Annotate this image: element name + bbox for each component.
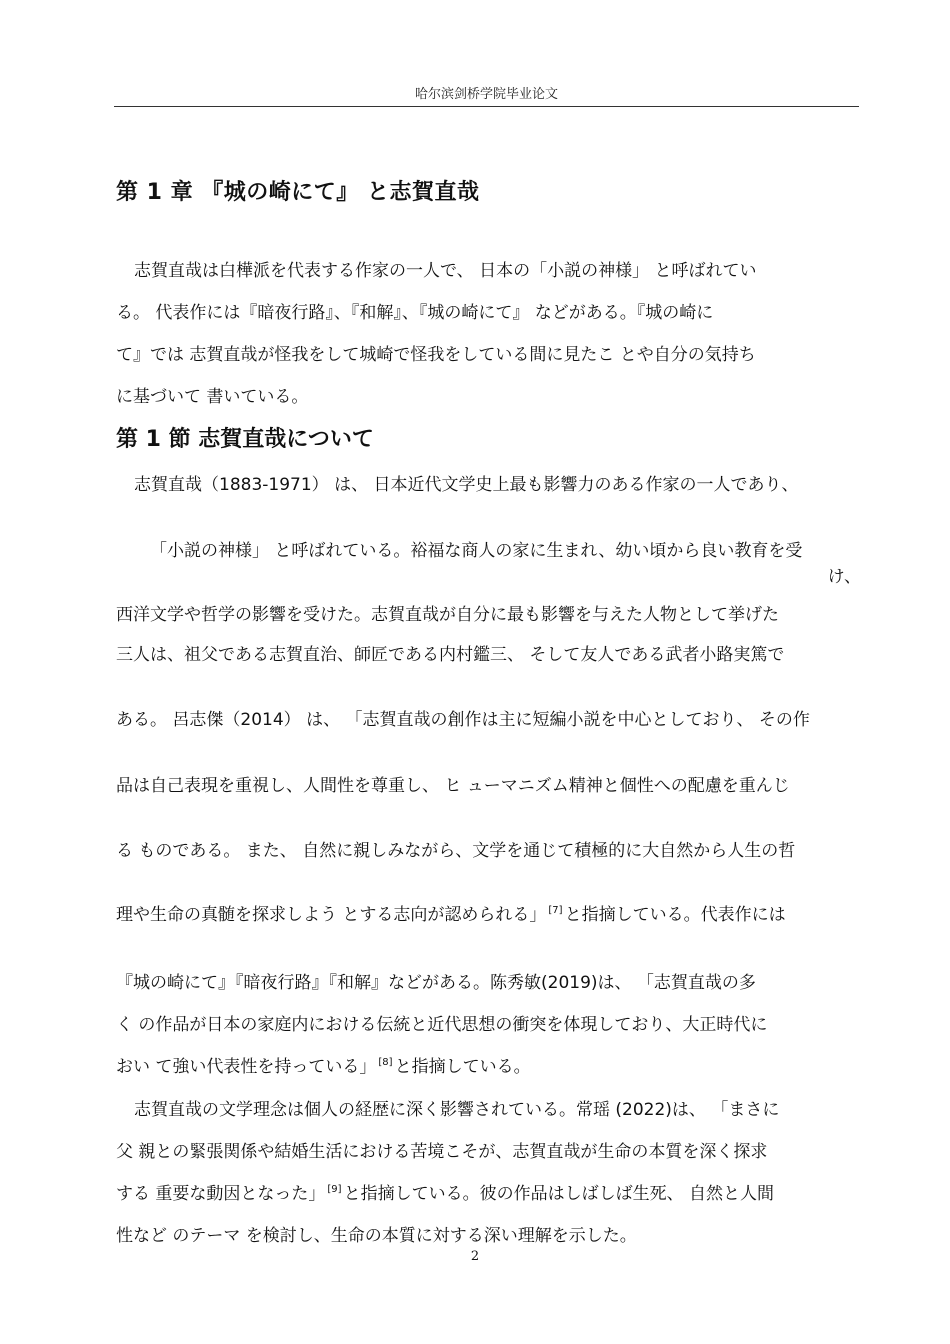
citation-7: [7] [548,905,563,917]
body-line-7: る ものである。 また、 自然に親しみながら、文学を通じて積極的に大自然から人生の哲 [116,841,796,861]
body-line-4: 三人は、祖父である志賀直治、師匠である内村鑑三、 そして友人である武者小路実篤で [116,645,785,665]
body2-line-4: 性など のテーマ を検討し、生命の本質に対する深い理解を示した。 [116,1226,637,1246]
citation-8: [8] [378,1057,393,1069]
body2-line-1: 志賀直哉の文学理念は個人の経歴に深く影響されている。常瑶 (2022)は、 「まさに [134,1100,780,1120]
body-line-9: 『城の崎にて』『暗夜行路』『和解』などがある。陈秀敏(2019)は、 「志賀直哉の多 [116,973,756,993]
body-line-1: 志賀直哉（1883-1971） は、 日本近代文学史上最も影響力のある作家の一人であり、 [134,475,799,495]
body2-line-3-text: する 重要な動因となった」 [116,1184,326,1204]
chapter-title: 第 1 章 『城の崎にて』 と志賀直哉 [116,180,480,205]
body-line-5: ある。 呂志傑（2014） は、 「志賀直哉の創作は主に短編小説を中心としており、 その作 [116,710,810,730]
body2-line-2: 父 親との緊張関係や結婚生活における苦境こそが、志賀直哉が生命の本質を深く探求 [116,1142,768,1162]
body-line-11-text: おい て強い代表性を持っている」 [116,1057,377,1077]
body-line-6: 品は自己表現を重視し、人間性を尊重し、 ヒ ューマニズム精神と個性への配慮を重んじ [116,776,790,796]
body-line-2: 「小説の神様」 と呼ばれている。裕福な商人の家に生まれ、幼い頃から良い教育を受 [150,541,803,561]
body-line-2-tail: け、 [827,567,861,587]
body-line-8-text-end: と指摘している。代表作には [564,905,786,925]
body-line-11-text-end: と指摘している。 [394,1057,531,1077]
body-line-8-text: 理や生命の真髄を探求しよう とする志向が認められる」 [116,905,547,925]
intro-line-2: る。 代表作には『暗夜行路』、『和解』、『城の崎にて』 などがある。『城の崎に [116,303,714,323]
body2-line-3-text-end: と指摘している。彼の作品はしばしば生死、 自然と人間 [343,1184,774,1204]
running-header-title: 哈尔滨剑桥学院毕业论文 [414,87,558,102]
intro-line-4: に基づいて 書いている。 [116,387,309,407]
section-title: 第 1 節 志賀直哉について [116,427,374,452]
body-line-11 [116,1056,861,1078]
running-header [114,86,859,107]
body-line-8 [116,904,856,926]
intro-line-3: て』では 志賀直哉が怪我をして城崎で怪我をしている間に見たこ とや自分の気持ち [116,345,756,365]
intro-line-1: 志賀直哉は白樺派を代表する作家の一人で、 日本の「小説の神様」 と呼ばれてい [134,261,757,281]
body2-line-3 [116,1183,861,1205]
citation-9: [9] [327,1184,342,1196]
body-line-10: く の作品が日本の家庭内における伝統と近代思想の衝突を体現しており、大正時代に [116,1015,768,1035]
body-line-3: 西洋文学や哲学の影響を受けた。志賀直哉が自分に最も影響を与えた人物として挙げた [116,605,779,625]
page-number: 2 [470,1249,480,1264]
